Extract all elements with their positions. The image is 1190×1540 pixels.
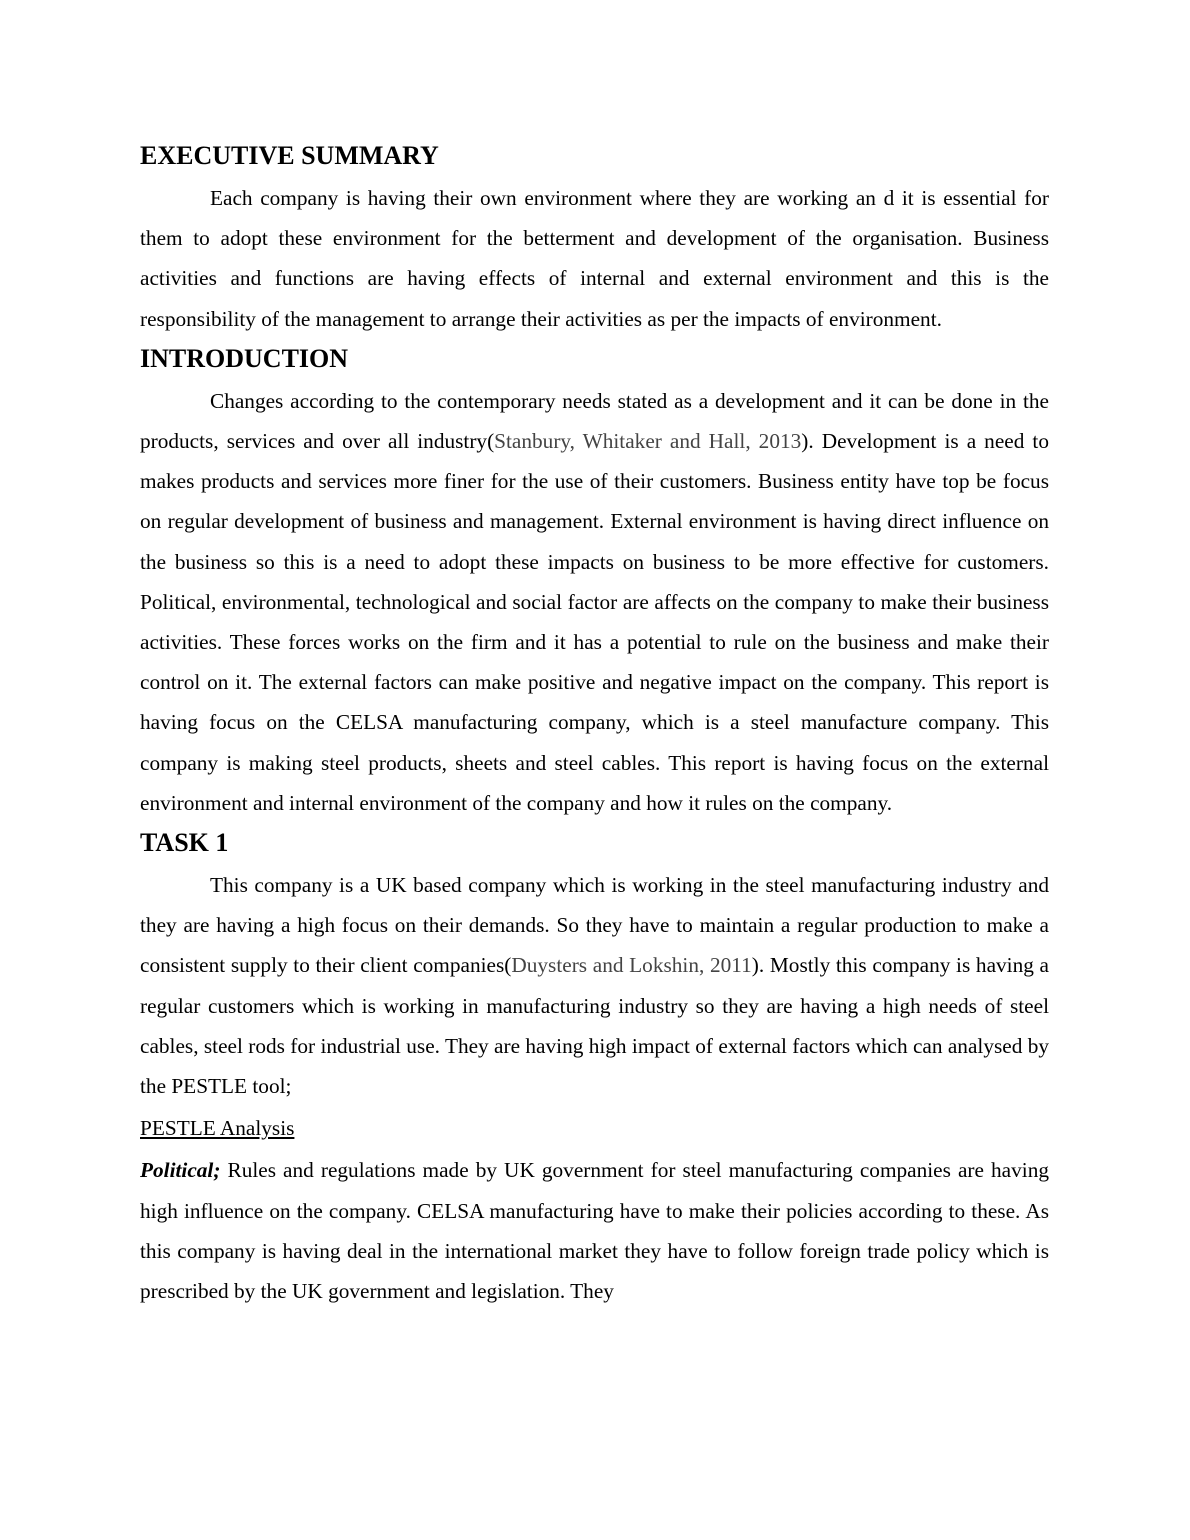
introduction-paragraph — [140, 381, 1049, 823]
political-paragraph — [140, 1150, 1049, 1311]
task1-text-start: This company is a UK based company which is working in the steel manufacturing industry and they are having a high focus on their demands. So they have to maintain a regular production to make a consistent supply to their client companies( — [140, 873, 1049, 978]
executive-summary-paragraph: Each company is having their own environment where they are working an d it is essential for them to adopt these environment for the betterment and development of the organisation. Business activities and functions are having effects of internal and external environment and this is the responsibility of the management to arrange their activities as per the impacts of environment. — [140, 186, 1049, 331]
task1-text-end: ). Mostly this company is having a regular customers which is working in manufacturing industry so they are having a high needs of steel cables, steel rods for industrial use. They are having high impact of external factors which can analysed by the PESTLE tool; — [140, 953, 1050, 1099]
political-text: Rules and regulations made by UK government for steel manufacturing companies are having high influence on the company. CELSA manufacturing have to make their policies according to these. As this company is having deal in the international market they have to follow foreign trade policy which is prescribed by the UK government and legislation. They — [140, 1158, 1049, 1304]
task1-citation: Duysters and Lokshin, 2011 — [511, 953, 752, 978]
introduction-heading: INTRODUCTION — [140, 343, 349, 373]
introduction-text-end: ). Development is a need to makes products and services more finer for the use of their customers. Business entity have top be focus on regular development of business and management. External environment is having direct influence on the business so this is a need to adopt these impacts on business to be more effective for customers. Political, environmental, technological and social factor are affects on the company to make their business activities. These forces works on the firm and it has a potential to rule on the business and make their control on it. The external factors can make positive and negative impact on the company. This report is having focus on the CELSA manufacturing company, which is a steel manufacture company. This company is making steel products, sheets and steel cables. This report is having focus on the external environment and internal environment of the company and how it rules on the company. — [140, 429, 1049, 815]
pestle-analysis-subheading: PESTLE Analysis — [140, 1116, 295, 1141]
task1-heading: TASK 1 — [140, 828, 229, 858]
executive-summary-heading: EXECUTIVE SUMMARY — [140, 141, 439, 170]
introduction-text-start: Changes according to the contemporary needs stated as a development and it can be done in the products, services and over all industry( — [140, 388, 1049, 454]
task1-paragraph — [140, 865, 1049, 1106]
political-label: Political; — [140, 1158, 221, 1183]
introduction-citation: Stanbury, Whitaker and Hall, 2013 — [494, 429, 802, 454]
document-page — [140, 138, 1049, 1313]
